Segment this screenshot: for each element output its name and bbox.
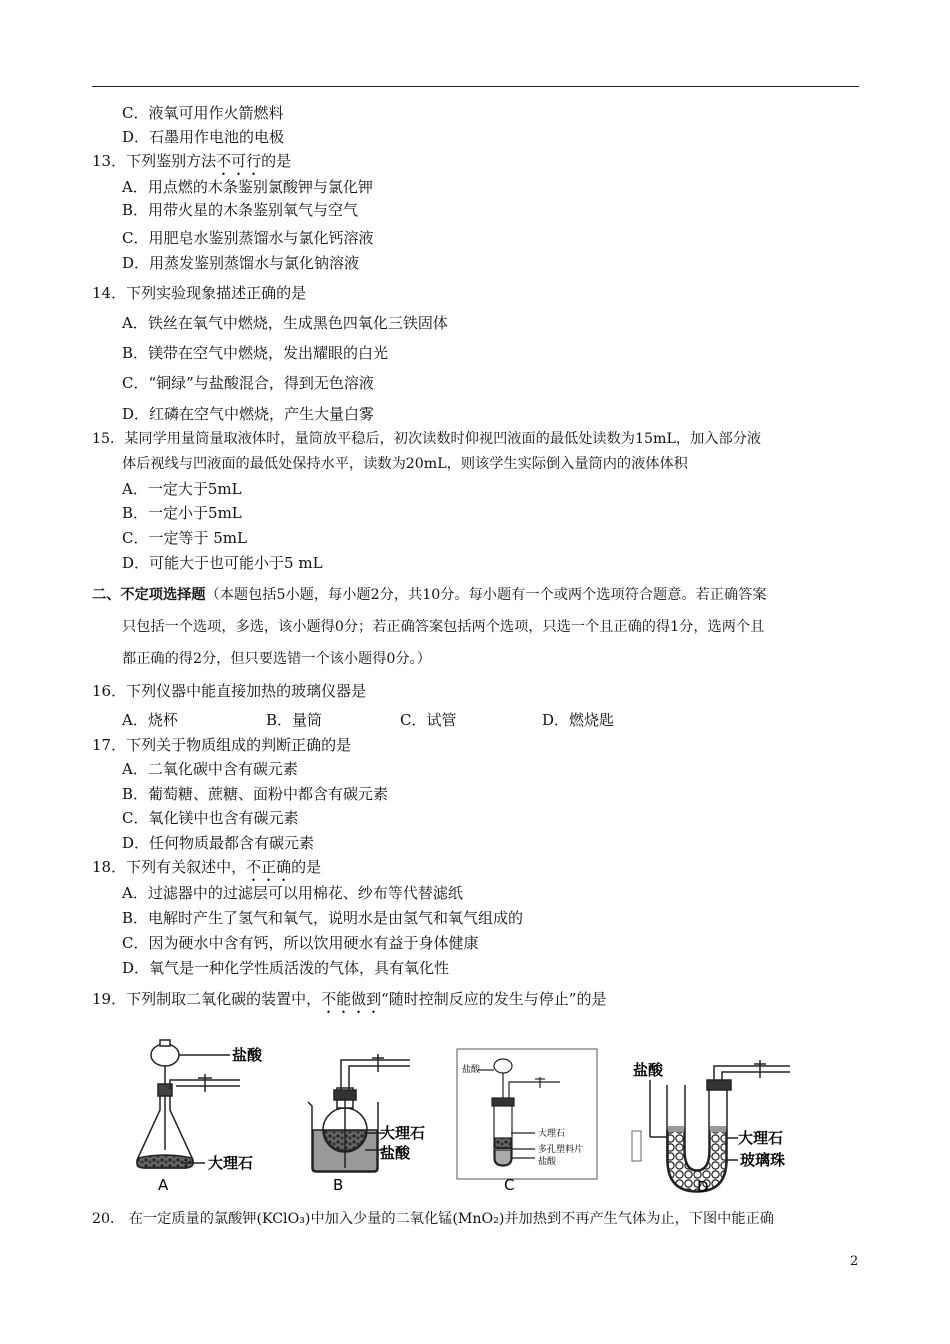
q18-option-c: C．因为硬水中含有钙，所以饮用硬水有益于身体健康 — [122, 934, 479, 952]
q14-stem: 14．下列实验现象描述正确的是 — [92, 284, 307, 302]
margin-mark — [632, 1131, 641, 1161]
label-c-acid: 盐酸 — [462, 1065, 481, 1075]
section2-line1: 二、不定项选择题（本题包括5小题，每小题2分，共10分。每小题有一个或两个选项符合题意。若正确答案 — [92, 587, 767, 603]
section2-line3: 都正确的得2分，但只要选错一个该小题得0分。） — [122, 651, 431, 667]
label-a-acid: 盐酸 — [232, 1046, 263, 1064]
label-d-stone: 大理石 — [738, 1129, 784, 1147]
emphasis-text: 不能做到 — [321, 990, 382, 1008]
apparatus-a — [137, 1040, 240, 1168]
page-number: 2 — [850, 1254, 859, 1269]
q16-stem: 16．下列仪器中能直接加热的玻璃仪器是 — [92, 682, 367, 700]
q16-option-d: D．燃烧匙 — [542, 711, 615, 729]
emphasis-text: 不可行 — [216, 152, 262, 170]
label-c-acid2: 盐酸 — [538, 1157, 557, 1167]
q13-option-a: A．用点燃的木条鉴别氯酸钾与氯化钾 — [122, 178, 373, 196]
label-b-stone: 大理石 — [380, 1124, 426, 1142]
q18-option-a: A．过滤器中的过滤层可以用棉花、纱布等代替滤纸 — [122, 884, 463, 902]
label-b-acid: 盐酸 — [380, 1144, 411, 1162]
q12-option-d: D．石墨用作电池的电极 — [122, 128, 285, 146]
q20-stem-line1: 20． 在一定质量的氯酸钾(KClO₃)中加入少量的二氧化锰(MnO₂)并加热到不再产生气体为止，下图中能正确 — [92, 1211, 774, 1227]
q14-option-d: D．红磷在空气中燃烧，产生大量白雾 — [122, 405, 375, 423]
label-b: B — [333, 1176, 344, 1194]
q18-stem: 18．下列有关叙述中，不正确的是 — [92, 858, 322, 876]
q19-stem: 19．下列制取二氧化碳的装置中，不能做到“随时控制反应的发生与停止”的是 — [92, 990, 607, 1008]
label-a-stone: 大理石 — [208, 1154, 254, 1172]
q13-option-d: D．用蒸发鉴别蒸馏水与氯化钠溶液 — [122, 254, 360, 272]
q17-option-d: D．任何物质最都含有碳元素 — [122, 834, 315, 852]
q13-stem: 13．下列鉴别方法不可行的是 — [92, 152, 292, 170]
emphasis-text: 不正确 — [246, 858, 292, 876]
label-d-acid: 盐酸 — [633, 1061, 664, 1079]
label-c-stone: 大理石 — [538, 1129, 566, 1139]
apparatus-d — [650, 1060, 790, 1192]
q13-option-b: B．用带火星的木条鉴别氧气与空气 — [122, 201, 359, 219]
q17-option-b: B．葡萄糖、蔗糖、面粉中都含有碳元素 — [122, 785, 389, 803]
q16-option-c: C．试管 — [400, 711, 457, 729]
q12-option-c: C．液氧可用作火箭燃料 — [122, 104, 284, 122]
q18-option-b: B．电解时产生了氢气和氧气，说明水是由氢气和氧气组成的 — [122, 909, 524, 927]
q17-option-a: A．二氧化碳中含有碳元素 — [122, 760, 298, 778]
label-d: D — [697, 1178, 709, 1196]
section2-line2: 只包括一个选项，多选，该小题得0分；若正确答案包括两个选项，只选一个且正确的得1分，选两个且 — [122, 619, 765, 635]
label-a: A — [158, 1176, 169, 1194]
q13-option-c: C．用肥皂水鉴别蒸馏水与氯化钙溶液 — [122, 229, 374, 247]
section-title: 二、不定项选择题 — [92, 587, 206, 603]
label-c: C — [504, 1176, 515, 1194]
q14-option-c: C．“铜绿”与盐酸混合，得到无色溶液 — [122, 374, 374, 392]
q14-option-a: A．铁丝在氧气中燃烧，生成黑色四氧化三铁固体 — [122, 314, 448, 332]
label-c-plate: 多孔塑料片 — [538, 1145, 584, 1155]
q16-option-a: A．烧杯 — [122, 711, 178, 729]
q18-option-d: D．氧气是一种化学性质活泼的气体，具有氧化性 — [122, 959, 450, 977]
q17-stem: 17．下列关于物质组成的判断正确的是 — [92, 736, 352, 754]
q15-stem-line2: 体后视线与凹液面的最低处保持水平，读数为20mL，则该学生实际倒入量筒内的液体体积 — [122, 456, 688, 472]
q15-option-a: A．一定大于5mL — [122, 480, 242, 498]
q15-option-d: D．可能大于也可能小于5 mL — [122, 554, 323, 572]
q15-option-c: C．一定等于 5mL — [122, 529, 247, 547]
q15-option-b: B．一定小于5mL — [122, 504, 242, 522]
label-d-beads: 玻璃珠 — [740, 1151, 786, 1169]
q17-option-c: C．氧化镁中也含有碳元素 — [122, 809, 299, 827]
q15-stem-line1: 15．某同学用量筒量取液体时，量筒放平稳后，初次读数时仰视凹液面的最低处读数为15mL，加入部分液 — [92, 431, 762, 447]
q14-option-b: B．镁带在空气中燃烧，发出耀眼的白光 — [122, 344, 389, 362]
q16-option-b: B．量筒 — [266, 711, 323, 729]
